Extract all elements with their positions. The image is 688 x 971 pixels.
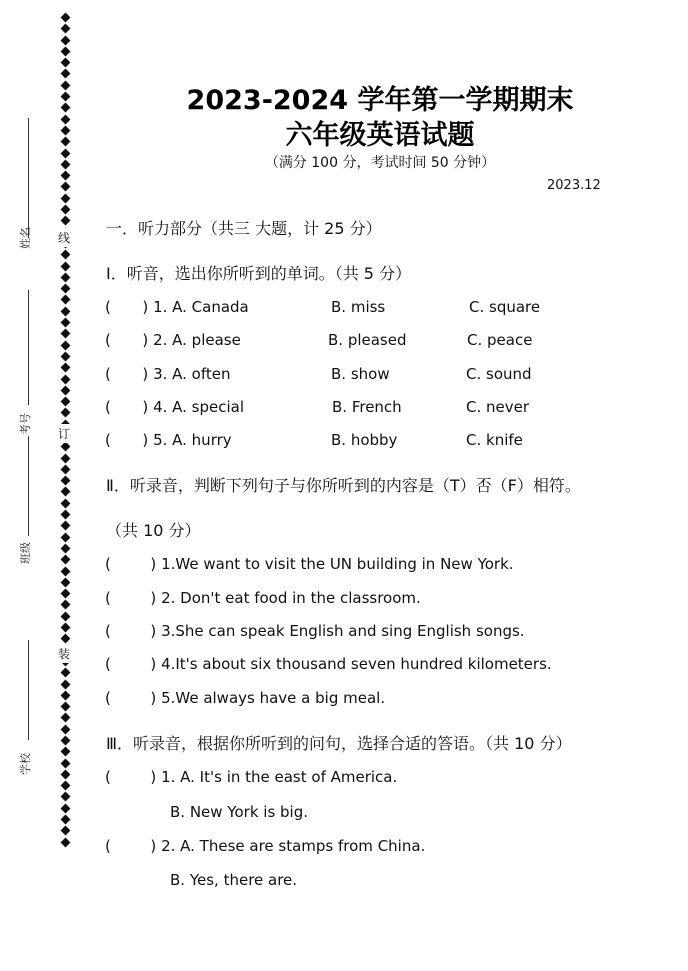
- exam-title-line2: 六年级英语试题: [285, 120, 475, 151]
- diamond-mark: [60, 250, 70, 260]
- option-c: C. sound: [466, 365, 532, 383]
- statement-text: 2. Don't eat food in the classroom.: [161, 589, 421, 607]
- diamond-mark: [60, 702, 70, 712]
- statement-text: 1.We want to visit the UN building in New York.: [161, 555, 514, 573]
- option-b: B. Yes, there are.: [170, 871, 298, 889]
- answer-paren-open: (: [105, 398, 111, 416]
- option-b: B. pleased: [328, 331, 407, 349]
- answer-paren-open: (: [105, 555, 111, 573]
- diamond-mark: [60, 295, 70, 305]
- diamond-mark: [60, 318, 70, 328]
- option-b: B. New York is big.: [170, 803, 309, 821]
- diamond-mark: [60, 453, 70, 463]
- binding-char-order: 订: [58, 424, 70, 443]
- answer-paren-open: (: [105, 655, 111, 673]
- diamond-mark: [60, 544, 70, 554]
- diamond-mark: [60, 24, 70, 34]
- diamond-mark: [60, 747, 70, 757]
- school-line: [28, 640, 29, 740]
- option-c: C. never: [466, 398, 530, 416]
- section3-question: [105, 768, 397, 786]
- statement-text: 4.It's about six thousand seven hundred kilometers.: [161, 655, 552, 673]
- answer-paren-open: (: [105, 768, 111, 786]
- option-c: C. knife: [466, 431, 523, 449]
- diamond-mark: [60, 600, 70, 610]
- answer-paren-close: ): [142, 331, 149, 349]
- diamond-mark: [60, 46, 70, 56]
- option-a: 2. A. These are stamps from China.: [161, 837, 426, 855]
- diamond-mark: [60, 769, 70, 779]
- diamond-mark: [60, 713, 70, 723]
- section1-question: [105, 398, 244, 416]
- option-c: C. peace: [467, 331, 533, 349]
- section2-question: [105, 589, 421, 607]
- section3-heading: Ⅲ．听录音，根据你所听到的问句，选择合适的答语。（共 10 分）: [106, 734, 572, 753]
- section2-question: [105, 622, 525, 640]
- answer-paren-open: (: [105, 689, 111, 707]
- diamond-mark: [60, 566, 70, 576]
- diamond-mark: [60, 736, 70, 746]
- diamond-mark: [60, 193, 70, 203]
- diamond-mark: [60, 374, 70, 384]
- option-a: 1. A. It's in the east of America.: [161, 768, 398, 786]
- diamond-mark: [60, 532, 70, 542]
- diamond-mark: [60, 261, 70, 271]
- diamond-mark: [60, 724, 70, 734]
- diamond-mark: [60, 555, 70, 565]
- section1-question: [105, 431, 232, 449]
- answer-paren-open: (: [105, 431, 111, 449]
- diamond-mark: [60, 442, 70, 452]
- binding-char-line: 线: [58, 228, 70, 247]
- diamond-mark: [60, 826, 70, 836]
- diamond-mark: [60, 58, 70, 68]
- answer-paren-open: (: [105, 298, 111, 316]
- diamond-mark: [60, 634, 70, 644]
- section2-question: [105, 555, 514, 573]
- diamond-mark: [60, 781, 70, 791]
- diamond-mark: [60, 611, 70, 621]
- answer-paren-open: (: [105, 837, 111, 855]
- answer-paren-close: ): [150, 837, 157, 855]
- diamond-mark: [60, 521, 70, 531]
- part1-heading: 一．听力部分（共三 大题，计 25 分）: [106, 219, 382, 238]
- section1-question: [105, 298, 249, 316]
- diamond-mark: [60, 690, 70, 700]
- answer-paren-close: ): [142, 431, 149, 449]
- diamond-mark: [60, 408, 70, 418]
- diamond-mark: [60, 476, 70, 486]
- diamond-mark: [60, 487, 70, 497]
- diamond-mark: [60, 171, 70, 181]
- answer-paren-close: ): [150, 689, 157, 707]
- diamond-mark: [60, 13, 70, 23]
- diamond-mark: [60, 351, 70, 361]
- answer-paren-close: ): [150, 768, 157, 786]
- answer-paren-open: (: [105, 622, 111, 640]
- section2-heading: Ⅱ．听录音，判断下列句子与你所听到的内容是（T）否（F）相符。: [106, 476, 581, 495]
- diamond-mark: [60, 205, 70, 215]
- diamond-mark: [60, 792, 70, 802]
- exam-date: 2023.12: [547, 178, 601, 193]
- diamond-mark: [60, 182, 70, 192]
- diamond-mark: [60, 803, 70, 813]
- section2-question: [105, 655, 552, 673]
- diamond-mark: [60, 577, 70, 587]
- answer-paren-close: ): [142, 298, 149, 316]
- answer-paren-close: ): [150, 655, 157, 673]
- option-a: 2. A. please: [153, 331, 241, 349]
- option-b: B. show: [331, 365, 390, 383]
- class-label: 班级: [19, 542, 32, 564]
- section2-question: [105, 689, 385, 707]
- diamond-mark: [60, 306, 70, 316]
- option-a: 1. A. Canada: [153, 298, 249, 316]
- answer-paren-close: ): [150, 555, 157, 573]
- diamond-mark: [60, 397, 70, 407]
- section3-question: [105, 837, 425, 855]
- statement-text: 5.We always have a big meal.: [161, 689, 386, 707]
- answer-paren-close: ): [142, 365, 149, 383]
- option-b: B. miss: [331, 298, 386, 316]
- answer-paren-close: ): [142, 398, 149, 416]
- answer-paren-close: ): [150, 622, 157, 640]
- diamond-mark: [60, 758, 70, 768]
- diamond-mark: [60, 589, 70, 599]
- diamond-mark: [60, 272, 70, 282]
- diamond-mark: [60, 498, 70, 508]
- diamond-mark: [60, 510, 70, 520]
- diamond-mark: [60, 216, 70, 226]
- answer-paren-close: ): [150, 589, 157, 607]
- section1-heading: Ⅰ．听音，选出你所听到的单词。（共 5 分）: [106, 264, 412, 283]
- answer-paren-open: (: [105, 365, 111, 383]
- diamond-mark: [60, 679, 70, 689]
- diamond-mark: [60, 623, 70, 633]
- diamond-mark: [60, 340, 70, 350]
- answer-paren-open: (: [105, 331, 111, 349]
- diamond-mark: [60, 35, 70, 45]
- exam-no-line: [28, 290, 29, 405]
- diamond-mark: [60, 385, 70, 395]
- option-a: 4. A. special: [153, 398, 245, 416]
- diamond-mark: [60, 668, 70, 678]
- exam-subtitle: （满分 100 分，考试时间 50 分钟）: [264, 155, 496, 171]
- option-c: C. square: [469, 298, 541, 316]
- diamond-mark: [60, 329, 70, 339]
- name-label: 姓名: [19, 227, 32, 249]
- section1-question: [105, 365, 231, 383]
- diamond-mark: [60, 363, 70, 373]
- section2-points: （共 10 分）: [106, 521, 201, 540]
- diamond-mark: [60, 284, 70, 294]
- option-b: B. French: [332, 398, 402, 416]
- exam-title-line1: 2023-2024 学年第一学期期末: [186, 85, 574, 116]
- option-a: 5. A. hurry: [153, 431, 232, 449]
- binding-char-pack: 装: [58, 644, 70, 663]
- answer-paren-open: (: [105, 589, 111, 607]
- diamond-mark: [60, 815, 70, 825]
- class-line: [28, 436, 29, 536]
- exam-no-label: 考号: [19, 413, 32, 435]
- section1-question: [105, 331, 241, 349]
- statement-text: 3.She can speak English and sing English songs.: [161, 622, 525, 640]
- option-a: 3. A. often: [153, 365, 231, 383]
- school-label: 学校: [19, 753, 32, 775]
- option-b: B. hobby: [331, 431, 398, 449]
- diamond-mark: [60, 837, 70, 847]
- diamond-mark: [60, 464, 70, 474]
